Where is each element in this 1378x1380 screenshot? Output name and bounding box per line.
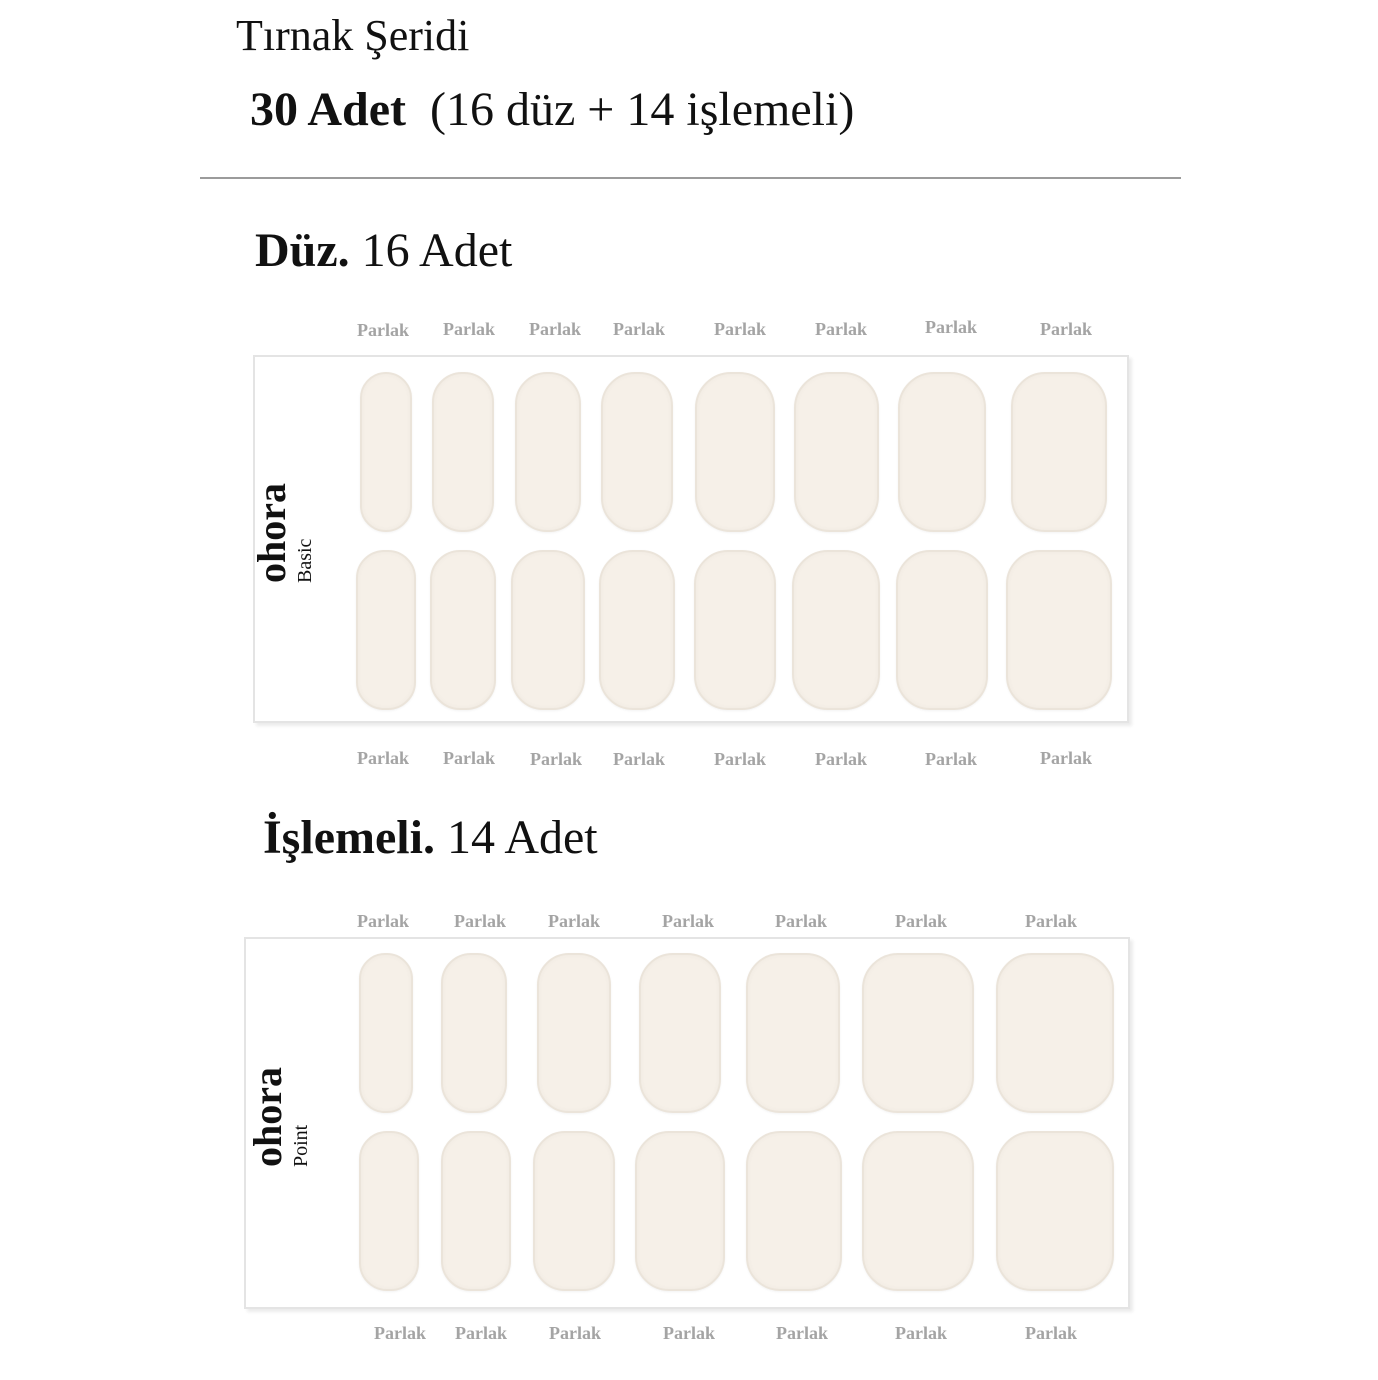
finish-label: Parlak — [1040, 319, 1092, 339]
nail-sticker — [441, 953, 507, 1113]
finish-label: Parlak — [357, 748, 409, 768]
nail-sticker — [511, 550, 585, 710]
page-title: Tırnak Şeridi — [236, 11, 470, 60]
nail-sheet-basic — [249, 355, 1129, 723]
finish-label: Parlak — [714, 319, 766, 339]
brand-logo: ohora — [245, 1067, 290, 1167]
piece-count-breakdown: (16 düz + 14 işlemeli) — [430, 83, 855, 136]
finish-label: Parlak — [530, 749, 582, 769]
nail-sticker — [635, 1131, 725, 1291]
nail-sticker — [896, 550, 988, 710]
finish-label: Parlak — [815, 319, 867, 339]
section-heading-plain — [255, 223, 512, 279]
nail-sheet-point — [244, 937, 1130, 1309]
nail-sticker — [356, 550, 416, 710]
brand-line-name: Basic — [294, 538, 316, 583]
nail-sticker — [996, 953, 1114, 1113]
nail-sticker — [360, 372, 412, 532]
finish-label: Parlak — [925, 749, 977, 769]
finish-label: Parlak — [1025, 911, 1077, 931]
nail-sticker — [533, 1131, 615, 1291]
nail-sticker — [537, 953, 611, 1113]
divider — [200, 177, 1181, 179]
piece-count-total: 30 Adet — [250, 83, 406, 136]
piece-count-summary — [250, 82, 854, 138]
finish-label: Parlak — [776, 1323, 828, 1343]
section-heading-plain-count: 16 Adet — [361, 224, 513, 277]
nail-sticker — [862, 1131, 974, 1291]
sheet-branding — [249, 483, 342, 583]
finish-label: Parlak — [663, 1323, 715, 1343]
finish-label: Parlak — [454, 911, 506, 931]
nail-sticker — [515, 372, 581, 532]
finish-label: Parlak — [549, 1323, 601, 1343]
finish-label: Parlak — [529, 319, 581, 339]
nail-sticker — [996, 1131, 1114, 1291]
nail-sticker — [639, 953, 721, 1113]
section-heading-decorated — [263, 810, 598, 866]
sheet-branding — [245, 1067, 338, 1167]
finish-label: Parlak — [613, 319, 665, 339]
finish-label: Parlak — [357, 320, 409, 340]
brand-line-name: Point — [290, 1124, 312, 1167]
nail-sticker — [601, 372, 673, 532]
nail-sticker — [746, 953, 840, 1113]
finish-label: Parlak — [443, 748, 495, 768]
section-heading-decorated-bold: İşlemeli. — [263, 811, 435, 864]
nail-sticker — [441, 1131, 511, 1291]
nail-sticker — [599, 550, 675, 710]
finish-label: Parlak — [455, 1323, 507, 1343]
finish-label: Parlak — [357, 911, 409, 931]
nail-sticker — [746, 1131, 842, 1291]
nail-sticker — [359, 1131, 419, 1291]
finish-label: Parlak — [895, 1323, 947, 1343]
finish-label: Parlak — [714, 749, 766, 769]
finish-label: Parlak — [1025, 1323, 1077, 1343]
nail-sticker — [794, 372, 879, 532]
finish-label: Parlak — [613, 749, 665, 769]
finish-label: Parlak — [1040, 748, 1092, 768]
finish-label: Parlak — [662, 911, 714, 931]
nail-sticker — [1011, 372, 1107, 532]
section-heading-decorated-count: 14 Adet — [446, 811, 598, 864]
finish-label: Parlak — [374, 1323, 426, 1343]
nail-sticker — [862, 953, 974, 1113]
nail-sticker — [694, 550, 776, 710]
finish-label: Parlak — [548, 911, 600, 931]
finish-label: Parlak — [895, 911, 947, 931]
finish-label: Parlak — [815, 749, 867, 769]
finish-label: Parlak — [443, 319, 495, 339]
nail-sticker — [792, 550, 880, 710]
nail-sticker — [430, 550, 496, 710]
finish-label: Parlak — [775, 911, 827, 931]
nail-sticker — [359, 953, 413, 1113]
nail-sticker — [898, 372, 986, 532]
nail-sticker — [1006, 550, 1112, 710]
nail-sticker — [432, 372, 494, 532]
finish-label: Parlak — [925, 317, 977, 337]
section-heading-plain-bold: Düz. — [255, 224, 350, 277]
nail-sticker — [695, 372, 775, 532]
brand-logo: ohora — [249, 483, 294, 583]
